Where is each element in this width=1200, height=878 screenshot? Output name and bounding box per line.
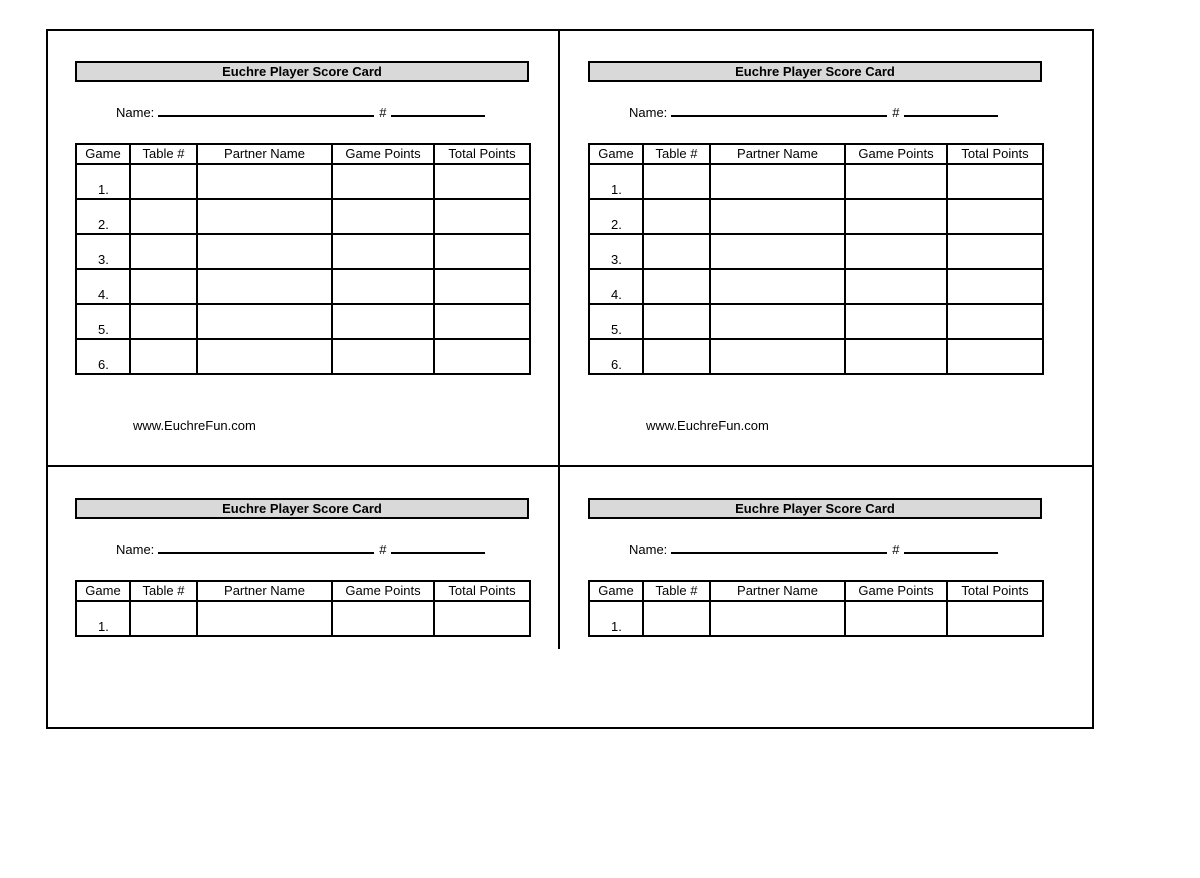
col-total-points-header: Total Points — [434, 581, 530, 601]
card-title: Euchre Player Score Card — [588, 61, 1042, 82]
score-card — [75, 498, 529, 878]
col-table-number-cell[interactable] — [643, 164, 710, 199]
vertical-cut-line — [558, 29, 560, 649]
game-number-cell: 2. — [76, 199, 130, 234]
col-table-number-cell[interactable] — [130, 199, 197, 234]
number-blank-field[interactable] — [904, 540, 998, 554]
game-number-cell: 1. — [589, 164, 643, 199]
col-game-points-cell[interactable] — [332, 304, 434, 339]
name-line — [629, 540, 998, 557]
col-game-points-cell[interactable] — [845, 164, 947, 199]
col-total-points-cell[interactable] — [434, 339, 530, 374]
game-number-cell: 1. — [76, 601, 130, 636]
table-row — [76, 601, 530, 636]
game-number-cell: 4. — [76, 269, 130, 304]
col-total-points-header: Total Points — [947, 581, 1043, 601]
card-title: Euchre Player Score Card — [588, 498, 1042, 519]
col-partner-name-cell[interactable] — [710, 339, 845, 374]
col-table-number-header: Table # — [130, 581, 197, 601]
col-partner-name-cell[interactable] — [197, 234, 332, 269]
col-game-points-cell[interactable] — [332, 164, 434, 199]
col-table-number-cell[interactable] — [643, 234, 710, 269]
col-table-number-cell[interactable] — [130, 164, 197, 199]
table-row — [76, 199, 530, 234]
game-number-cell: 6. — [589, 339, 643, 374]
table-row — [589, 269, 1043, 304]
game-number-cell: 5. — [589, 304, 643, 339]
col-total-points-cell[interactable] — [947, 164, 1043, 199]
score-table — [75, 580, 531, 637]
col-game-header: Game — [76, 581, 130, 601]
name-label: Name: — [116, 542, 155, 557]
name-blank-field[interactable] — [158, 540, 374, 554]
name-line — [116, 540, 485, 557]
col-table-number-cell[interactable] — [130, 304, 197, 339]
table-header-row — [76, 581, 530, 601]
name-blank-field[interactable] — [158, 103, 374, 117]
col-game-points-cell[interactable] — [332, 601, 434, 636]
name-line — [629, 103, 998, 120]
col-game-header: Game — [589, 581, 643, 601]
col-table-number-cell[interactable] — [130, 269, 197, 304]
name-line — [116, 103, 485, 120]
name-label: Name: — [629, 105, 668, 120]
col-partner-name-header: Partner Name — [197, 144, 332, 164]
col-table-number-cell[interactable] — [130, 339, 197, 374]
col-total-points-cell[interactable] — [947, 339, 1043, 374]
col-game-header: Game — [589, 144, 643, 164]
game-number-cell: 5. — [76, 304, 130, 339]
name-label: Name: — [629, 542, 668, 557]
score-card — [75, 61, 529, 441]
col-total-points-cell[interactable] — [434, 601, 530, 636]
col-partner-name-header: Partner Name — [710, 144, 845, 164]
table-row — [76, 339, 530, 374]
col-game-points-cell[interactable] — [845, 304, 947, 339]
table-row — [589, 234, 1043, 269]
col-game-points-cell[interactable] — [332, 339, 434, 374]
number-label: # — [892, 105, 900, 120]
game-number-cell: 3. — [589, 234, 643, 269]
col-total-points-cell[interactable] — [434, 269, 530, 304]
table-row — [589, 164, 1043, 199]
number-blank-field[interactable] — [391, 540, 485, 554]
col-partner-name-cell[interactable] — [710, 199, 845, 234]
col-total-points-cell[interactable] — [947, 304, 1043, 339]
col-partner-name-cell[interactable] — [197, 164, 332, 199]
col-partner-name-cell[interactable] — [197, 601, 332, 636]
col-game-points-header: Game Points — [332, 581, 434, 601]
game-number-cell: 3. — [76, 234, 130, 269]
col-partner-name-cell[interactable] — [197, 269, 332, 304]
col-total-points-cell[interactable] — [434, 199, 530, 234]
col-partner-name-cell[interactable] — [710, 234, 845, 269]
col-total-points-cell[interactable] — [434, 234, 530, 269]
col-total-points-cell[interactable] — [947, 601, 1043, 636]
name-blank-field[interactable] — [671, 540, 887, 554]
col-game-points-cell[interactable] — [845, 269, 947, 304]
col-table-number-cell[interactable] — [643, 199, 710, 234]
col-game-points-header: Game Points — [845, 144, 947, 164]
col-table-number-header: Table # — [643, 144, 710, 164]
col-table-number-cell[interactable] — [643, 269, 710, 304]
table-header-row — [589, 144, 1043, 164]
col-partner-name-cell[interactable] — [710, 304, 845, 339]
col-partner-name-header: Partner Name — [710, 581, 845, 601]
card-title: Euchre Player Score Card — [75, 61, 529, 82]
table-row — [76, 234, 530, 269]
score-card — [588, 498, 1042, 878]
col-game-points-cell[interactable] — [845, 339, 947, 374]
col-total-points-cell[interactable] — [947, 269, 1043, 304]
name-label: Name: — [116, 105, 155, 120]
col-table-number-cell[interactable] — [130, 601, 197, 636]
game-number-cell: 1. — [76, 164, 130, 199]
table-row — [76, 304, 530, 339]
col-total-points-cell[interactable] — [947, 234, 1043, 269]
col-game-points-cell[interactable] — [332, 199, 434, 234]
score-card — [588, 61, 1042, 441]
table-header-row — [589, 581, 1043, 601]
number-blank-field[interactable] — [391, 103, 485, 117]
col-game-points-header: Game Points — [845, 581, 947, 601]
col-game-points-cell[interactable] — [332, 234, 434, 269]
col-game-points-header: Game Points — [332, 144, 434, 164]
horizontal-cut-line — [46, 465, 1094, 467]
number-label: # — [379, 542, 387, 557]
col-table-number-cell[interactable] — [643, 601, 710, 636]
col-total-points-cell[interactable] — [434, 164, 530, 199]
col-total-points-header: Total Points — [947, 144, 1043, 164]
game-number-cell: 1. — [589, 601, 643, 636]
number-blank-field[interactable] — [904, 103, 998, 117]
col-partner-name-cell[interactable] — [710, 164, 845, 199]
col-total-points-cell[interactable] — [947, 199, 1043, 234]
score-table — [588, 143, 1044, 375]
score-table — [75, 143, 531, 375]
col-game-points-cell[interactable] — [845, 601, 947, 636]
col-partner-name-cell[interactable] — [197, 304, 332, 339]
number-label: # — [379, 105, 387, 120]
table-row — [76, 269, 530, 304]
col-total-points-cell[interactable] — [434, 304, 530, 339]
game-number-cell: 6. — [76, 339, 130, 374]
col-table-number-cell[interactable] — [130, 234, 197, 269]
score-table — [588, 580, 1044, 637]
col-table-number-header: Table # — [130, 144, 197, 164]
table-row — [76, 164, 530, 199]
col-partner-name-cell[interactable] — [710, 269, 845, 304]
website-link[interactable]: www.EuchreFun.com — [646, 418, 769, 433]
col-partner-name-cell[interactable] — [197, 199, 332, 234]
col-total-points-header: Total Points — [434, 144, 530, 164]
col-game-points-cell[interactable] — [332, 269, 434, 304]
col-game-points-cell[interactable] — [845, 234, 947, 269]
table-row — [589, 601, 1043, 636]
col-partner-name-cell[interactable] — [710, 601, 845, 636]
col-partner-name-cell[interactable] — [197, 339, 332, 374]
col-game-points-cell[interactable] — [845, 199, 947, 234]
table-row — [589, 199, 1043, 234]
col-game-header: Game — [76, 144, 130, 164]
game-number-cell: 2. — [589, 199, 643, 234]
table-row — [589, 339, 1043, 374]
name-blank-field[interactable] — [671, 103, 887, 117]
col-table-number-header: Table # — [643, 581, 710, 601]
col-table-number-cell[interactable] — [643, 304, 710, 339]
col-table-number-cell[interactable] — [643, 339, 710, 374]
table-header-row — [76, 144, 530, 164]
table-row — [589, 304, 1043, 339]
number-label: # — [892, 542, 900, 557]
col-partner-name-header: Partner Name — [197, 581, 332, 601]
card-title: Euchre Player Score Card — [75, 498, 529, 519]
game-number-cell: 4. — [589, 269, 643, 304]
website-link[interactable]: www.EuchreFun.com — [133, 418, 256, 433]
